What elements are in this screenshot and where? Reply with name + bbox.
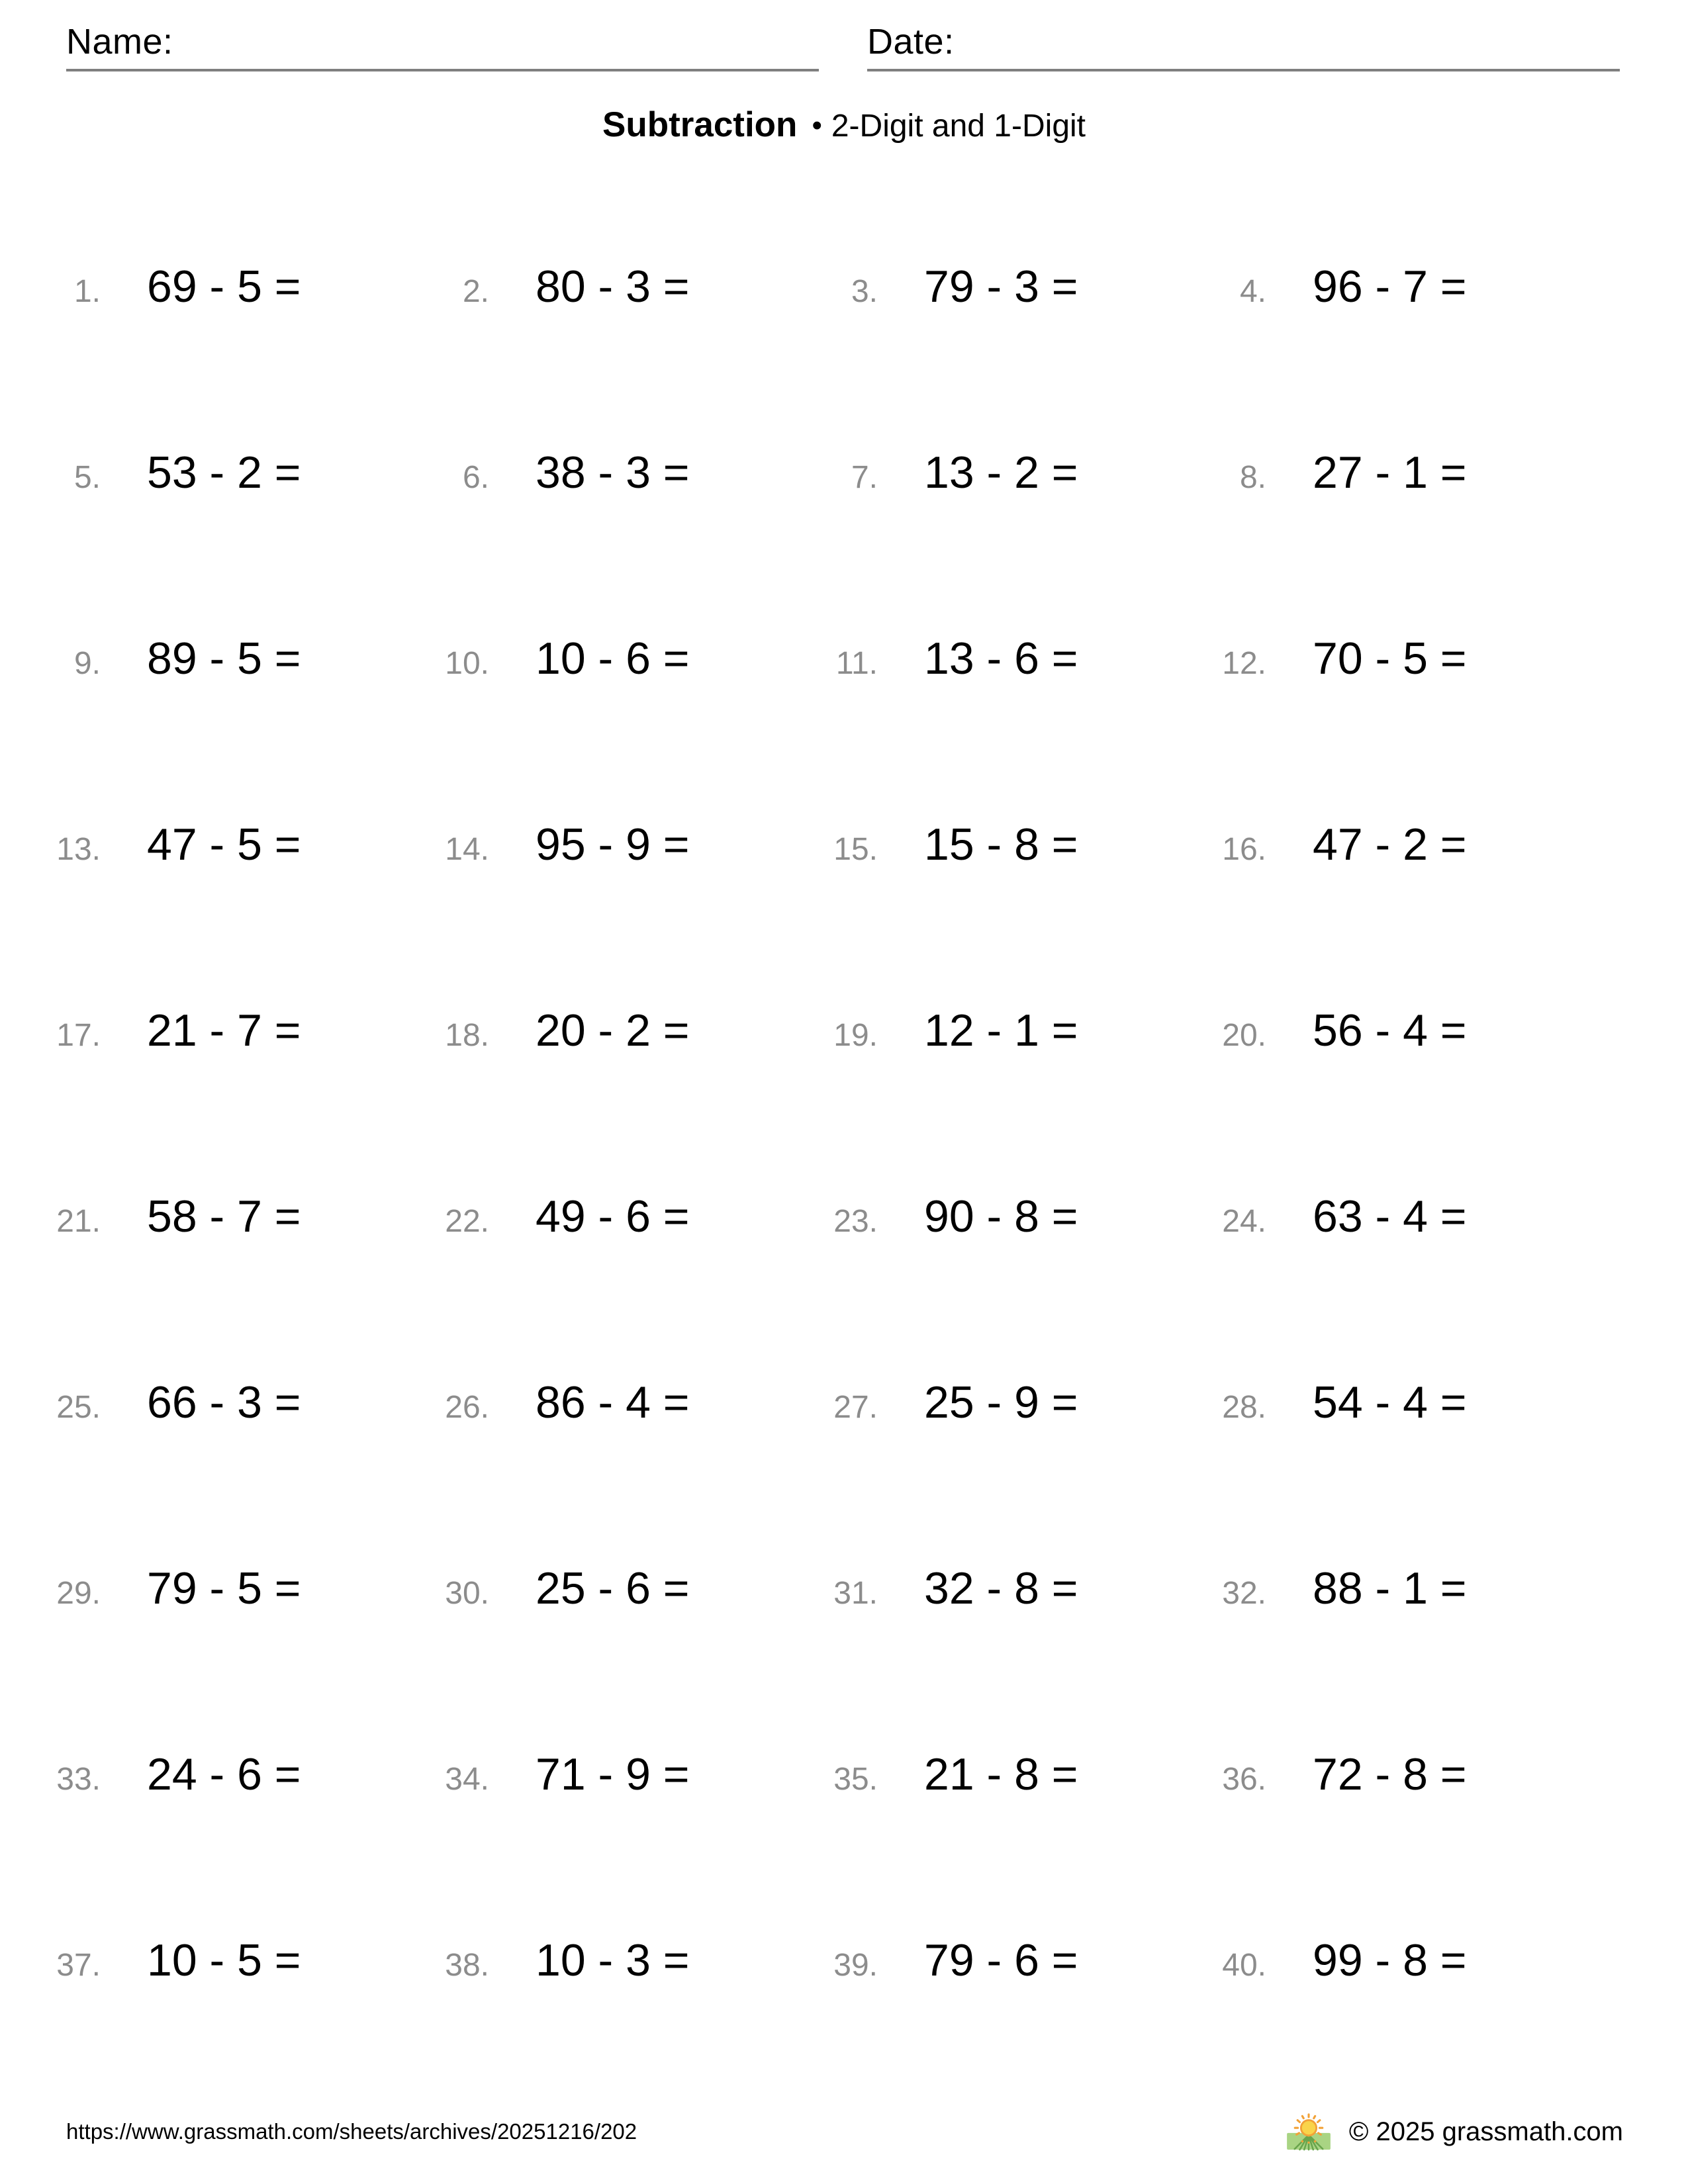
problem-expression: 47 - 2 =: [1313, 819, 1467, 870]
problem-number: 5.: [73, 460, 101, 495]
problem-expression: 89 - 5 =: [147, 633, 301, 684]
problem-expression: 54 - 4 =: [1313, 1377, 1467, 1428]
problem-cell: [1200, 1379, 1589, 1565]
problem-cell: [34, 1379, 423, 1565]
problem-cell: [1200, 263, 1589, 449]
sun-over-grass-field-logo-icon: [1286, 2113, 1332, 2151]
problem-cell: [34, 263, 423, 449]
problem-number: 17.: [56, 1018, 101, 1053]
problem-number: 7.: [851, 460, 878, 495]
problem-number: 27.: [833, 1390, 878, 1425]
problem-number: 19.: [833, 1018, 878, 1053]
problem-cell: [1200, 1751, 1589, 1937]
problem-cell: [1200, 1937, 1589, 2123]
problem-number: 30.: [445, 1576, 489, 1611]
problem-expression: 27 - 1 =: [1313, 447, 1467, 498]
problem-expression: 25 - 6 =: [536, 1563, 690, 1614]
problem-cell: [34, 449, 423, 635]
problem-expression: 10 - 6 =: [536, 633, 690, 684]
problem-expression: 24 - 6 =: [147, 1749, 301, 1799]
problem-number: 40.: [1222, 1948, 1266, 1983]
problem-number: 14.: [445, 832, 489, 867]
problem-number: 3.: [851, 274, 878, 309]
problem-cell: [423, 1937, 812, 2123]
problem-number: 26.: [445, 1390, 489, 1425]
footer-copyright: © 2025 grassmath.com: [1348, 2116, 1623, 2146]
date-label: Date:: [867, 22, 955, 62]
problem-expression: 72 - 8 =: [1313, 1749, 1467, 1799]
problem-number: 13.: [56, 832, 101, 867]
problem-number: 6.: [462, 460, 489, 495]
problem-expression: 12 - 1 =: [924, 1005, 1078, 1056]
problem-cell: [423, 1751, 812, 1937]
problem-cell: [34, 1751, 423, 1937]
problem-expression: 69 - 5 =: [147, 261, 301, 312]
problem-expression: 79 - 6 =: [924, 1935, 1078, 1985]
problem-cell: [423, 1379, 812, 1565]
problem-expression: 21 - 8 =: [924, 1749, 1078, 1799]
problem-cell: [34, 1565, 423, 1751]
problem-expression: 13 - 2 =: [924, 447, 1078, 498]
problem-number: 8.: [1239, 460, 1266, 495]
problem-expression: 49 - 6 =: [536, 1191, 690, 1242]
problem-cell: [423, 449, 812, 635]
problem-cell: [1200, 821, 1589, 1007]
problem-cell: [34, 1193, 423, 1379]
problem-expression: 25 - 9 =: [924, 1377, 1078, 1428]
problem-cell: [34, 821, 423, 1007]
problem-expression: 66 - 3 =: [147, 1377, 301, 1428]
problem-number: 20.: [1222, 1018, 1266, 1053]
name-field: [66, 19, 819, 71]
problem-expression: 53 - 2 =: [147, 447, 301, 498]
problems-grid: [34, 263, 1589, 2123]
problem-number: 29.: [56, 1576, 101, 1611]
problem-cell: [812, 1007, 1200, 1193]
problem-number: 23.: [833, 1204, 878, 1239]
problem-expression: 13 - 6 =: [924, 633, 1078, 684]
problem-expression: 56 - 4 =: [1313, 1005, 1467, 1056]
problem-expression: 80 - 3 =: [536, 261, 690, 312]
problem-number: 39.: [833, 1948, 878, 1983]
problem-number: 32.: [1222, 1576, 1266, 1611]
problem-expression: 32 - 8 =: [924, 1563, 1078, 1614]
problem-cell: [812, 1565, 1200, 1751]
problem-cell: [1200, 1565, 1589, 1751]
problem-cell: [423, 635, 812, 821]
problem-expression: 71 - 9 =: [536, 1749, 690, 1799]
problem-number: 10.: [445, 646, 489, 681]
problem-number: 12.: [1222, 646, 1266, 681]
problem-cell: [1200, 1007, 1589, 1193]
name-label: Name:: [66, 22, 173, 62]
problem-expression: 58 - 7 =: [147, 1191, 301, 1242]
problem-cell: [812, 1937, 1200, 2123]
problem-number: 36.: [1222, 1762, 1266, 1797]
problem-number: 9.: [73, 646, 101, 681]
problem-cell: [1200, 1193, 1589, 1379]
title-separator-dot: •: [812, 109, 822, 142]
problem-cell: [812, 635, 1200, 821]
problem-number: 31.: [833, 1576, 878, 1611]
problem-number: 33.: [56, 1762, 101, 1797]
problem-cell: [812, 1751, 1200, 1937]
problem-expression: 70 - 5 =: [1313, 633, 1467, 684]
footer-brand: [1286, 2113, 1623, 2151]
problem-number: 4.: [1239, 274, 1266, 309]
problem-cell: [423, 1193, 812, 1379]
worksheet-title: [0, 105, 1688, 145]
problem-number: 34.: [445, 1762, 489, 1797]
problem-expression: 10 - 3 =: [536, 1935, 690, 1985]
problem-expression: 88 - 1 =: [1313, 1563, 1467, 1614]
problem-number: 37.: [56, 1948, 101, 1983]
problem-cell: [34, 1937, 423, 2123]
problem-cell: [423, 1565, 812, 1751]
problem-cell: [1200, 449, 1589, 635]
problem-expression: 79 - 5 =: [147, 1563, 301, 1614]
problem-expression: 38 - 3 =: [536, 447, 690, 498]
problem-expression: 79 - 3 =: [924, 261, 1078, 312]
problem-number: 25.: [56, 1390, 101, 1425]
problem-cell: [423, 821, 812, 1007]
problem-cell: [812, 1379, 1200, 1565]
problem-expression: 20 - 2 =: [536, 1005, 690, 1056]
problem-expression: 99 - 8 =: [1313, 1935, 1467, 1985]
problem-number: 16.: [1222, 832, 1266, 867]
problem-number: 38.: [445, 1948, 489, 1983]
problem-number: 1.: [73, 274, 101, 309]
title-subtitle: 2-Digit and 1-Digit: [831, 109, 1086, 144]
problem-number: 24.: [1222, 1204, 1266, 1239]
problem-expression: 86 - 4 =: [536, 1377, 690, 1428]
problem-cell: [423, 1007, 812, 1193]
problem-cell: [812, 263, 1200, 449]
problem-number: 28.: [1222, 1390, 1266, 1425]
problem-number: 35.: [833, 1762, 878, 1797]
date-field: [867, 19, 1620, 71]
problem-cell: [34, 635, 423, 821]
problem-expression: 15 - 8 =: [924, 819, 1078, 870]
problem-expression: 63 - 4 =: [1313, 1191, 1467, 1242]
footer-source-url: https://www.grassmath.com/sheets/archives/20251216/202: [66, 2119, 637, 2144]
problem-expression: 47 - 5 =: [147, 819, 301, 870]
problem-number: 15.: [833, 832, 878, 867]
problem-number: 18.: [445, 1018, 489, 1053]
title-main: Subtraction: [602, 105, 798, 144]
problem-number: 2.: [462, 274, 489, 309]
problem-cell: [1200, 635, 1589, 821]
problem-number: 22.: [445, 1204, 489, 1239]
problem-expression: 10 - 5 =: [147, 1935, 301, 1985]
problem-expression: 90 - 8 =: [924, 1191, 1078, 1242]
problem-cell: [34, 1007, 423, 1193]
problem-cell: [812, 1193, 1200, 1379]
problem-number: 11.: [835, 646, 878, 681]
problem-cell: [812, 821, 1200, 1007]
problem-cell: [812, 449, 1200, 635]
problem-expression: 21 - 7 =: [147, 1005, 301, 1056]
problem-expression: 95 - 9 =: [536, 819, 690, 870]
problem-number: 21.: [56, 1204, 101, 1239]
problem-expression: 96 - 7 =: [1313, 261, 1467, 312]
problem-cell: [423, 263, 812, 449]
